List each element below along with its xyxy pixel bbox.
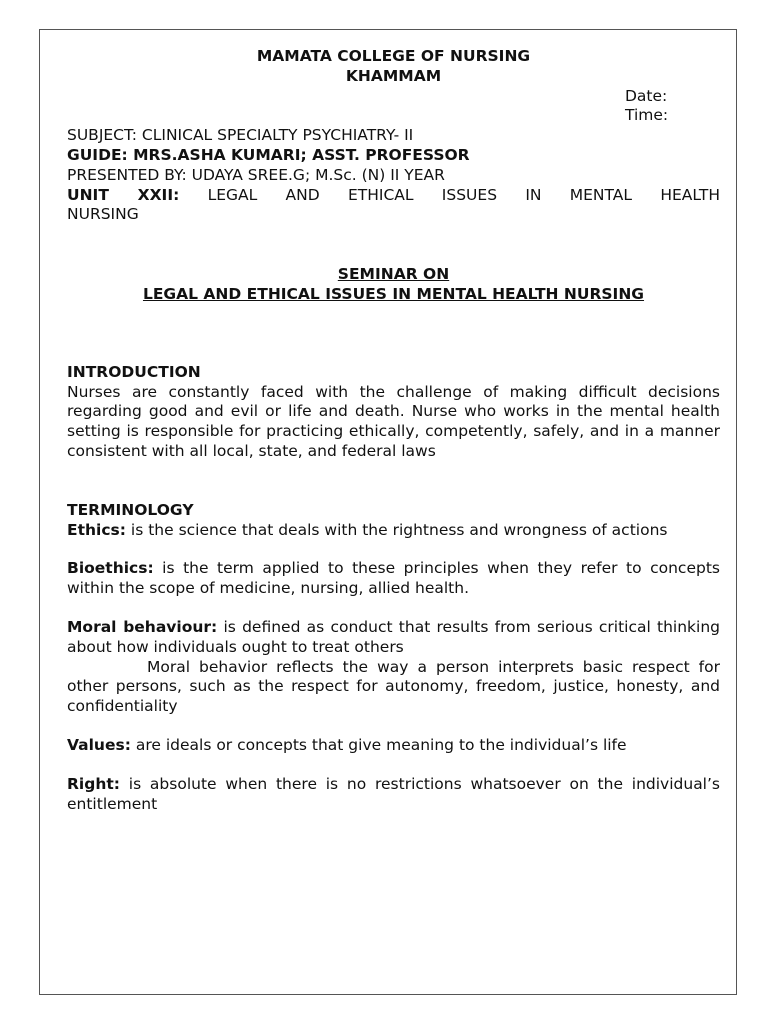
- seminar-heading: SEMINAR ON: [337, 265, 450, 284]
- introduction-heading: INTRODUCTION: [67, 362, 201, 381]
- college-name: MAMATA COLLEGE OF NURSING: [256, 47, 531, 65]
- values-definition: [67, 736, 720, 756]
- ethics-definition: [67, 521, 720, 541]
- bioethics-term: Bioethics:: [67, 559, 154, 578]
- right-term: Right:: [67, 774, 120, 793]
- ethics-term: Ethics:: [67, 520, 126, 539]
- moral-behaviour-definition: [67, 618, 720, 658]
- moral-behaviour-extra: Moral behavior reflects the way a person interprets basic respect for other persons, such as the respect for autonomy, freedom, justice, honesty, and confidentiality: [67, 657, 720, 716]
- date-label: Date:: [625, 86, 668, 105]
- bioethics-text: is the term applied to these principles when they refer to concepts within the scope of medicine, nursing, allied health.: [67, 559, 720, 598]
- terminology-heading: TERMINOLOGY: [67, 500, 194, 519]
- moral-behaviour-term: Moral behaviour:: [67, 617, 218, 636]
- right-definition: [67, 775, 720, 815]
- bioethics-definition: [67, 559, 720, 599]
- seminar-title: LEGAL AND ETHICAL ISSUES IN MENTAL HEALTH NURSING: [142, 284, 645, 303]
- values-term: Values:: [67, 735, 131, 754]
- right-text: is absolute when there is no restrictions whatsoever on the individual’s entitlement: [67, 774, 720, 813]
- unit-label: UNIT XXII:: [67, 185, 180, 204]
- document-body: [67, 47, 720, 814]
- presenter-line: PRESENTED BY: UDAYA SREE.G; M.Sc. (N) II YEAR: [67, 165, 445, 184]
- subject-line: SUBJECT: CLINICAL SPECIALTY PSYCHIATRY- II: [67, 126, 414, 145]
- ethics-text: is the science that deals with the rightness and wrongness of actions: [125, 520, 668, 539]
- introduction-text: Nurses are constantly faced with the challenge of making difficult decisions regarding good and evil or life and death. Nurse who works in the mental health setting is responsible for practicing ethically, competently, safely, and in a manner consistent with all local, state, and federal laws: [67, 382, 720, 460]
- values-text: are ideals or concepts that give meaning to the individual’s life: [130, 735, 627, 754]
- moral-behaviour-text: is defined as conduct that results from serious critical thinking about how individuals ought to treat others: [67, 617, 720, 656]
- time-label: Time:: [625, 106, 669, 125]
- unit-title-line2: NURSING: [67, 205, 139, 224]
- unit-line: [67, 186, 720, 206]
- guide-line: GUIDE: MRS.ASHA KUMARI; ASST. PROFESSOR: [67, 145, 470, 164]
- college-city: KHAMMAM: [345, 66, 442, 85]
- unit-title-line1: LEGAL AND ETHICAL ISSUES IN MENTAL HEALTH: [207, 185, 720, 204]
